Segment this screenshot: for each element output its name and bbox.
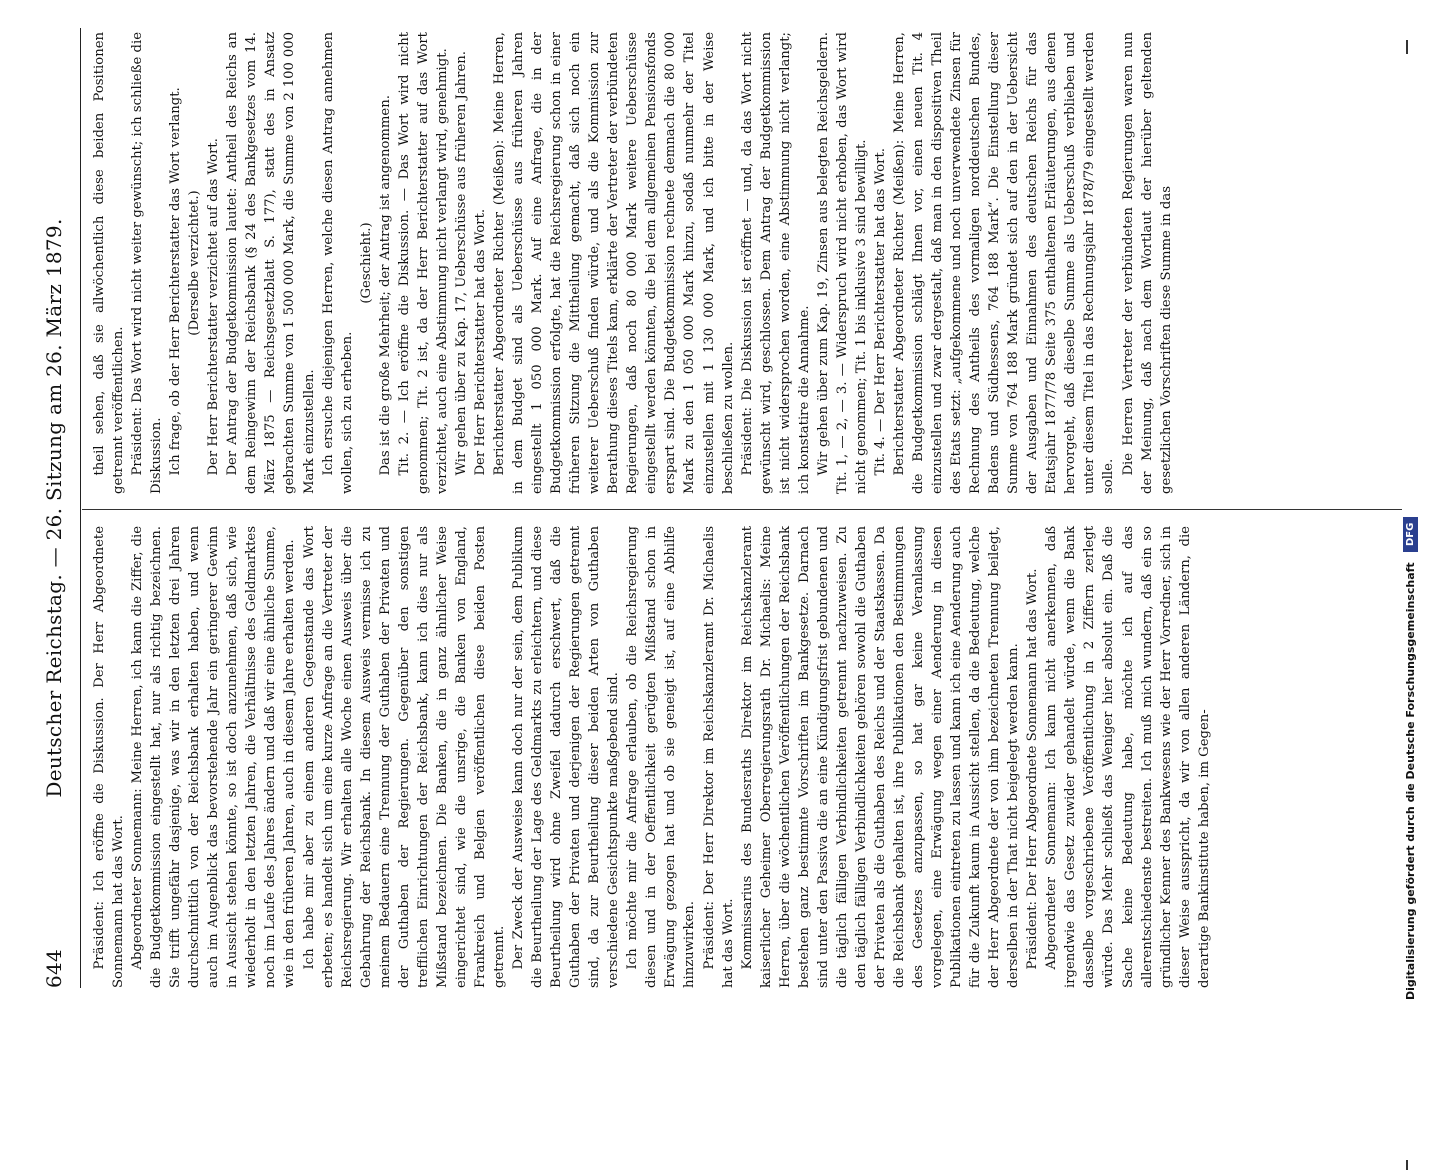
paragraph: (Geschieht.) [358, 222, 374, 304]
paragraph: Präsident: Ich eröffne die Diskussion. Der Herr Abgeordnete Sonnemann hat das Wort. [92, 526, 127, 988]
paragraph: Ich möchte mir die Anfrage erlauben, ob die Reichsregierung diesen und in der Oeffentlichkeit gerügten Mißstand schon in Erwägung gezogen hat und ob sie geneigt ist, auf eine Abhilfe hinzuwirken. [625, 526, 698, 988]
page-title: Deutscher Reichstag. — 26. Sitzung am 26. März 1879. [42, 218, 66, 798]
right-column [90, 32, 1176, 494]
paragraph: Die Herren Vertreter der verbündeten Regierungen waren nun der Meinung, daß nach dem Wortlaut der hierüber geltenden gesetzlichen Vorschriften diese Summe in das [1120, 32, 1174, 494]
rotated-document-page [28, 28, 1408, 988]
digitization-note: Digitalisierung gefördert durch die Deutsche Forschungsgemeinschaft [1404, 562, 1417, 1000]
column-divider [82, 509, 1402, 510]
paragraph: Abgeordneter Sonnemann: Ich kann nicht anerkennen, daß irgendwie das Gesetz zuwider gehandelt würde, wenn die Bank dasselbe vorgeschriebene Veröffentlichung in 2 Ziffern zerlegt würde. Das Mehr schließt das Weniger hier absolut ein. Daß die Sache keine Bedeutung habe, möchte ich auf das allerentschiedenste bestreiten. Ich muß mich wundern, daß ein so gründlicher Kenner des Bankwesens wie der Herr Vorredner, sich in dieser Weise ausspricht, da wir von allen anderen Ländern, die derartige Bankinstitute haben, im Gegen- [1044, 526, 1212, 988]
paragraph: Berichterstatter Abgeordneter Richter (Meißen): Meine Herren, in dem Budget sind als Ueberschüsse aus früheren Jahren eingestellt 1 050 000 Mark. Auf eine Anfrage, die in der Budgetkommission erfolgte, hat die Reichsregierung schon in einer früheren Sitzung die Mittheilung gemacht, daß sich noch ein weiterer Ueberschuß finden würde, und als die Kommission zur Berathung dieses Titels kam, erklärte der Vertreter der verbündeten Regierungen, daß noch 80 000 Mark weitere Ueberschüsse eingestellt werden könnten, die bei dem allgemeinen Pensionsfonds erspart sind. Die Budgetkommission rechnete demnach die 80 000 Mark zu den 1 050 000 Mark hinzu, sodaß nunmehr der Titel einzustellen mit 1 130 000 Mark, und ich bitte in der Weise beschließen zu wollen. [491, 32, 736, 494]
scan-edge-mark [1406, 1160, 1408, 1170]
paragraph: Abgeordneter Sonnemann: Meine Herren, ich kann die Ziffer, die die Budgetkommission eingestellt hat, nur als richtig bezeichnen. Sie trifft ungefähr dasjenige, was wir in den letzten drei Jahren durchschnittlich von der Reichsbank erhalten haben, und wenn auch im Augenblick das bevorstehende Jahr ein geringerer Gewinn in Aussicht stehen könnte, so ist doch anzunehmen, daß sich, wie wiederholt in den letzten Jahren, die Verhältnisse des Geldmarktes noch im Laufe des Jahres ändern und daß wir eine ähnliche Summe, wie in den früheren Jahren, auch in diesem Jahre erhalten werden. [130, 526, 298, 988]
page-number: 644 [42, 948, 66, 988]
paragraph: Präsident: Die Diskussion ist eröffnet — und, da das Wort nicht gewünscht wird, geschlossen. Dem Antrag der Budgetkommission ist nicht widersprochen worden, eine Abstimmung nicht verlangt; ich konstatire die Annahme. [739, 32, 812, 494]
paragraph: (Derselbe verzichtet.) [187, 190, 203, 336]
paragraph: Ich frage, ob der Herr Berichterstatter das Wort verlangt. [168, 87, 184, 476]
left-column [90, 526, 1214, 988]
paragraph: Das ist die große Mehrheit; der Antrag ist angenommen. [377, 95, 393, 476]
paragraph: Präsident: Der Herr Abgeordnete Sonnemann hat das Wort. [1025, 568, 1041, 970]
paragraph: Wir gehen über zu Kap. 17, Ueberschüsse aus früheren Jahren. [453, 51, 469, 476]
paragraph: Der Zweck der Ausweise kann doch nur der sein, dem Publikum die Beurtheilung der Lage des Geldmarkts zu erleichtern, und diese Beurtheilung wird ohne Zweifel dadurch erschwert, daß die Guthaben der Privaten und derjenigen der Regierungen getrennt sind, da zur Beurtheilung dieser beiden Arten von Guthaben verschiedene Gesichtspunkte maßgebend sind. [511, 526, 622, 988]
paragraph: Ich ersuche diejenigen Herren, welche diesen Antrag annehmen wollen, sich zu erheben. [320, 32, 355, 494]
paragraph: theil sehen, daß sie allwöchentlich diese beiden Positionen getrennt veröffentlichen. [92, 32, 127, 494]
paragraph: Der Antrag der Budgetkommission lautet: Antheil des Reichs an dem Reingewinn der Reichsbank (§ 24 des Bankgesetzes vom 14. März 1875 — Reichsgesetzblatt S. 177), statt des in Ansatz gebrachten Summe von 1 500 000 Mark, die Summe von 2 100 000 Mark einzustellen. [225, 32, 317, 494]
scan-edge-mark [1406, 40, 1408, 54]
dfg-logo: DFG [1403, 517, 1418, 552]
page-header [42, 28, 76, 988]
paragraph: Tit. 2. — Ich eröffne die Diskussion. — Das Wort wird nicht genommen; Tit. 2 ist, da der Herr Berichterstatter auf das Wort verzichtet, auch eine Abstimmung nicht verlangt wird, genehmigt. [396, 32, 450, 494]
paragraph: Präsident: Der Herr Direktor im Reichskanzleramt Dr. Michaelis hat das Wort. [701, 526, 736, 988]
paragraph: Ich habe mir aber zu einem anderen Gegenstande das Wort erbeten; es handelt sich um eine kurze Anfrage an die Vertreter der Reichsregierung. Wir erhalten alle Woche einen Ausweis über die Gebahrung der Reichsbank. In diesem Ausweis vermisse ich zu meinem Bedauern eine Trennung der Guthaben der Privaten und der Guthaben der Regierungen. Gegenüber den sonstigen trefflichen Einrichtungen der Reichsbank, kann ich dies nur als Mißstand bezeichnen. Die Banken, die in ganz ähnlicher Weise eingerichtet sind, wie die unsrige, die Banken von England, Frankreich und Belgien veröffentlichen diese beiden Posten getrennt. [301, 526, 507, 988]
paragraph: Wir gehen über zum Kap. 19, Zinsen aus belegten Reichsgeldern. Tit. 1, — 2, — 3. — Widerspruch wird nicht erhoben, das Wort wird nicht genommen; Tit. 1 bis inklusive 3 sind bewilligt. [815, 32, 869, 494]
paragraph: Berichterstatter Abgeordneter Richter (Meißen): Meine Herren, die Budgetkommission schlägt Ihnen vor, einen neuen Tit. 4 einzustellen und zwar dergestalt, daß man in den dispositiven Theil des Etats setzt: „aufgekommene und noch unverwendete Zinsen für Rechnung des Antheils des vormaligen norddeutschen Bundes, Badens und Südhessens, 764 188 Mark“. Die Einstellung dieser Summe von 764 188 Mark gründet sich auf den in der Uebersicht der Ausgaben und Einnahmen des deutschen Reichs für das Etatsjahr 1877/78 Seite 375 enthaltenen Erläuterungen, aus denen hervorgeht, daß dieselbe Summe als Ueberschuß verblieben und unter diesem Titel in das Rechnungsjahr 1878/79 eingestellt werden solle. [891, 32, 1117, 494]
digitization-credit [1403, 240, 1418, 1000]
paragraph: Der Herr Berichterstatter verzichtet auf das Wort. [206, 138, 222, 476]
paragraph: Tit. 4. — Der Herr Berichterstatter hat das Wort. [872, 148, 888, 476]
paragraph: Kommissarius des Bundesraths Direktor im Reichskanzleramt kaiserlicher Geheimer Oberregierungsrath Dr. Michaelis: Meine Herren, über die wöchentlichen Veröffentlichungen der Reichsbank bestehen ganz bestimmte Vorschriften im Bankgesetze. Darnach sind unter den Passiva die an eine Kündigungsfrist gebundenen und die täglich fälligen Verbindlichkeiten getrennt nachzuweisen. Zu den täglich fälligen Verbindlichkeiten gehören sowohl die Guthaben der Privaten als die Guthaben des Reichs und der Staatskassen. Da die Reichsbank gehalten ist, ihre Publikationen den Bestimmungen des Gesetzes anzupassen, so hat gar keine Veranlassung vorgelegen, eine Erwägung wegen einer Aenderung in diesen Publikationen eintreten zu lassen und kann ich eine Aenderung auch für die Zukunft kaum in Aussicht stellen, da die Bedeutung, welche der Herr Abgeordnete der von ihm bezeichneten Trennung beilegt, derselben in der That nicht beigelegt werden kann. [739, 526, 1022, 988]
paragraph: Präsident: Das Wort wird nicht weiter gewünscht; ich schließe die Diskussion. [130, 32, 165, 494]
paragraph: Der Herr Berichterstatter hat das Wort. [472, 208, 488, 476]
header-rule [80, 28, 81, 988]
